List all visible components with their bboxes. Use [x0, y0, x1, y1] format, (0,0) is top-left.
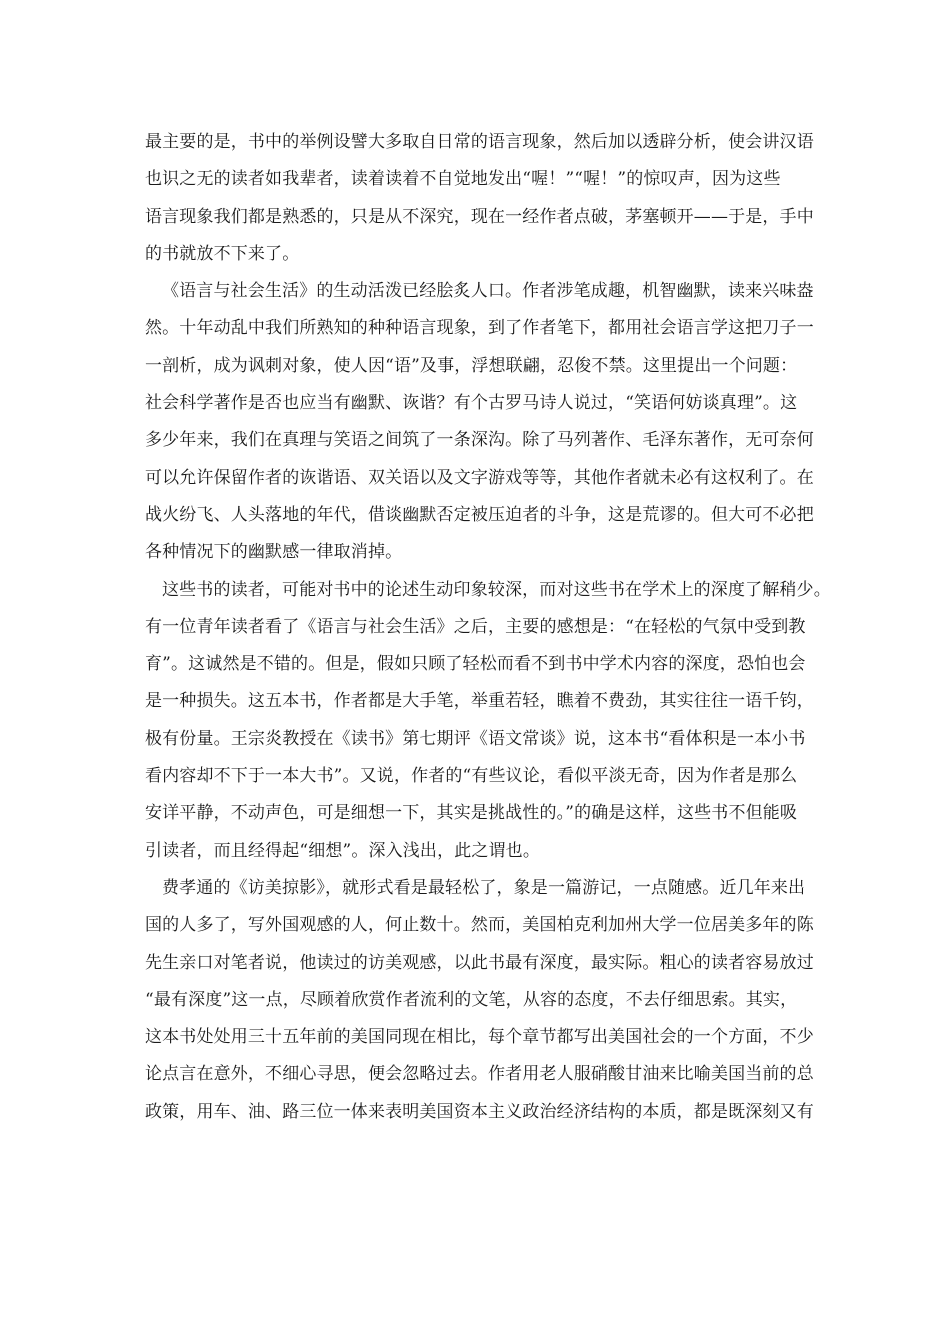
text-line: 费孝通的《访美掠影》，就形式看是最轻松了，象是一篇游记，一点随感。近几年来出 [162, 877, 806, 898]
text-line: 各种情况下的幽默感一律取消掉。 [145, 542, 403, 563]
text-line: 育”。这诚然是不错的。但是，假如只顾了轻松而看不到书中学术内容的深度，恐怕也会 [145, 654, 806, 675]
text-line: 是一种损失。这五本书，作者都是大手笔，举重若轻，瞧着不费劲，其实往往一语千钧， [145, 691, 814, 712]
text-line: 极有份量。王宗炎教授在《读书》第七期评《语文常谈》说，这本书“看体积是一本小书 [145, 728, 806, 749]
text-line: 的书就放不下来了。 [145, 243, 300, 264]
text-line: 最主要的是，书中的举例设譬大多取自日常的语言现象，然后加以透辟分析，使会讲汉语 [145, 132, 814, 152]
text-line: “最有深度”这一点，尽顾着欣赏作者流利的文笔，从容的态度，不去仔细思索。其实， [145, 989, 798, 1010]
text-line: 论点言在意外，不细心寻思，便会忽略过去。作者用老人服硝酸甘油来比喻美国当前的总 [145, 1064, 814, 1085]
text-line: 多少年来，我们在真理与笑语之间筑了一条深沟。除了马列著作、毛泽东著作，无可奈何 [145, 430, 814, 451]
text-line: 先生亲口对笔者说，他读过的访美观感，以此书最有深度，最实际。粗心的读者容易放过 [145, 952, 814, 973]
text-line: 政策，用车、油、路三位一体来表明美国资本主义政治经济结构的本质，都是既深刻又有 [145, 1101, 814, 1122]
text-line: 国的人多了，写外国观感的人，何止数十。然而，美国柏克利加州大学一位居美多年的陈 [145, 915, 814, 936]
text-line: 这本书处处用三十五年前的美国同现在相比，每个章节都写出美国社会的一个方面，不少 [145, 1027, 814, 1048]
text-line: 战火纷飞、人头落地的年代，借谈幽默否定被压迫者的斗争，这是荒谬的。但大可不必把 [145, 504, 814, 525]
text-line: 引读者，而且经得起“细想”。深入浅出，此之谓也。 [145, 840, 540, 861]
text-line: 有一位青年读者看了《语言与社会生活》之后，主要的感想是：“在轻松的气氛中受到教 [145, 616, 806, 637]
text-line: 一剖析，成为讽刺对象，使人因“语”及事，浮想联翩，忍俊不禁。这里提出一个问题： [145, 355, 798, 376]
text-line: 安详平静，不动声色，可是细想一下，其实是挑战性的。”的确是这样，这些书不但能吸 [145, 803, 798, 824]
text-line: 也识之无的读者如我辈者，读着读着不自觉地发出“喔！”“喔！”的惊叹声，因为这些 [145, 169, 781, 190]
text-line: 社会科学著作是否也应当有幽默、诙谐？有个古罗马诗人说过，“笑语何妨谈真理”。这 [145, 393, 798, 414]
text-line: 语言现象我们都是熟悉的，只是从不深究，现在一经作者点破，茅塞顿开——于是，手中 [145, 206, 814, 227]
text-line: 然。十年动乱中我们所熟知的种种语言现象，到了作者笔下，都用社会语言学这把刀子一 [145, 318, 814, 339]
text-line: 《语言与社会生活》的生动活泼已经脍炙人口。作者涉笔成趣，机智幽默，读来兴味盎 [162, 281, 814, 302]
text-line: 可以允许保留作者的诙谐语、双关语以及文字游戏等等，其他作者就未必有这权利了。在 [145, 467, 814, 488]
text-line: 看内容却不下于一本大书”。又说，作者的“有些议论，看似平淡无奇，因为作者是那么 [145, 766, 798, 787]
text-line: 这些书的读者，可能对书中的论述生动印象较深，而对这些书在学术上的深度了解稍少。 [162, 579, 831, 600]
document-body [145, 124, 831, 1131]
